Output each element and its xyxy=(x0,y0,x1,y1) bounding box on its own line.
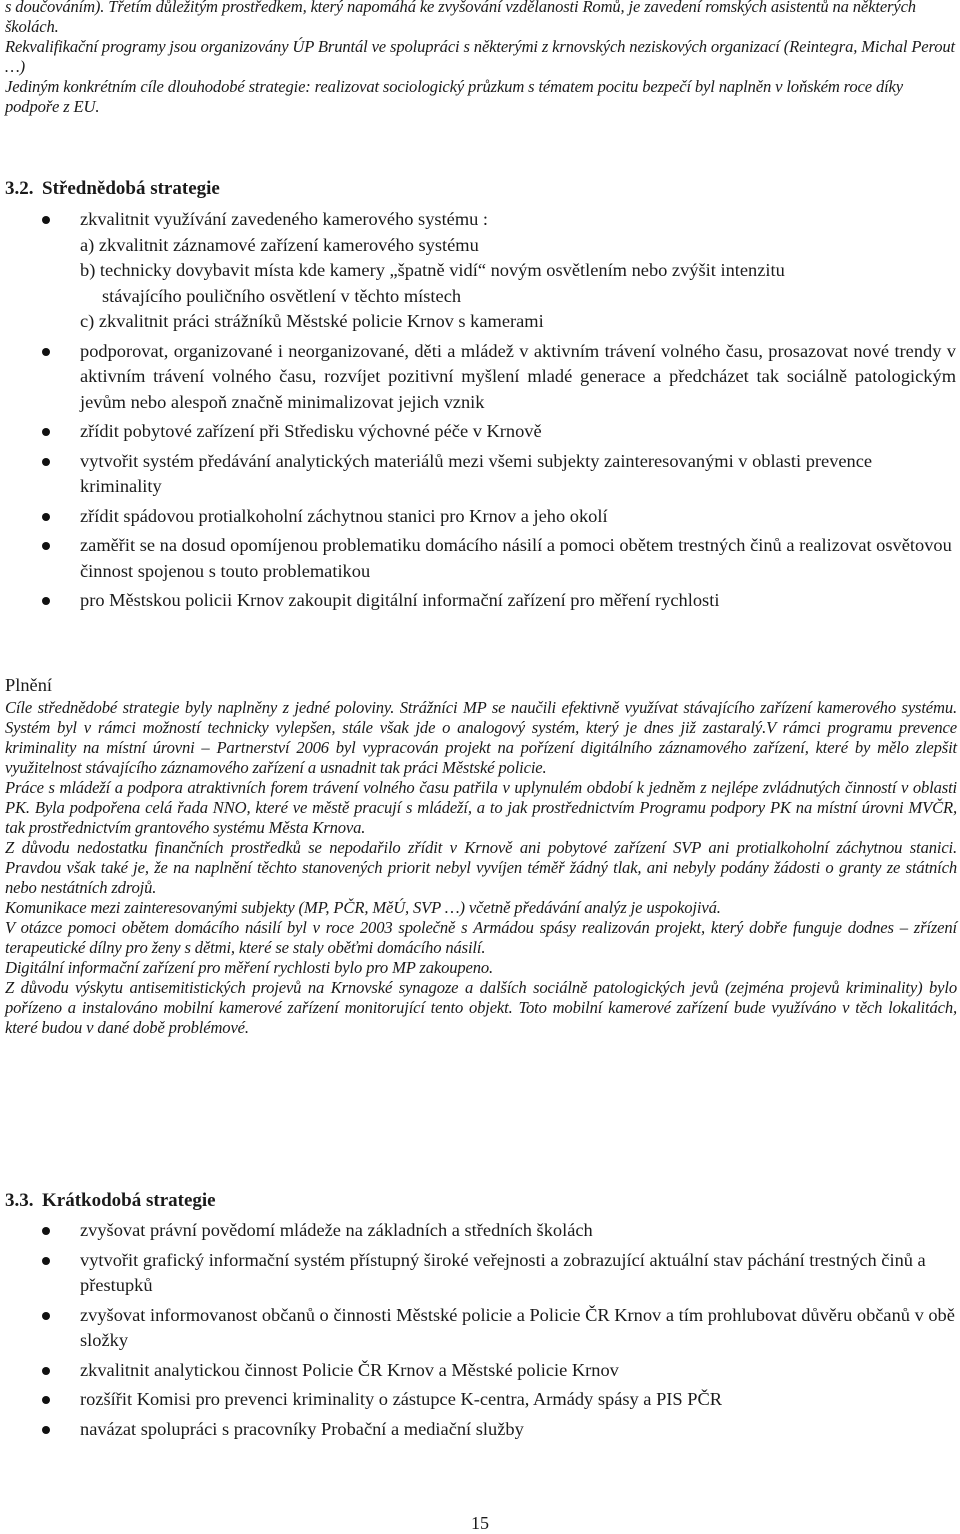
fulfillment-paragraph: Digitální informační zařízení pro měření rychlosti bylo pro MP zakoupeno. xyxy=(5,958,494,977)
list-item-text: navázat spolupráci s pracovníky Probační a mediační služby xyxy=(80,1418,524,1439)
section-title: Střednědobá strategie xyxy=(42,178,220,199)
section-heading-3-2 xyxy=(5,178,220,200)
sub-item: b) technicky dovybavit místa kde kamery „špatně vidí“ novým osvětlením nebo zvýšit intenzitu xyxy=(80,260,785,280)
list-item xyxy=(0,1248,958,1299)
list-item xyxy=(0,1417,958,1443)
bullet-icon xyxy=(42,513,50,521)
bullet-icon xyxy=(42,1257,50,1265)
fulfillment-paragraph: Z důvodu nedostatku finančních prostředků se nepodařilo zřídit v Krnově ani pobytové zařízení SVP ani protialkoholní záchytnou stanici. Pravdou však také je, že na naplnění těchto stanovených priorit nebyl vyvíjen téměř žádný tlak, ani nebyly podány žádosti o granty ze státních nebo nestátních zdrojů. xyxy=(5,838,957,897)
bullet-icon xyxy=(42,348,50,356)
section-title: Krátkodobá strategie xyxy=(42,1190,216,1211)
bullet-icon xyxy=(42,458,50,466)
list-item xyxy=(0,1387,958,1413)
bullet-icon xyxy=(42,1312,50,1320)
list-item-text: zřídit pobytové zařízení při Středisku výchovné péče v Krnově xyxy=(80,421,542,441)
list-item-text: pro Městskou policii Krnov zakoupit digitální informační zařízení pro měření rychlosti xyxy=(80,590,720,610)
bullet-icon xyxy=(42,542,50,550)
list-item xyxy=(0,339,958,416)
fulfillment-paragraph: Z důvodu výskytu antisemitistických projevů na Krnovské synagoze a dalších sociálně patologických jevů (zejména projevů kriminality) bylo pořízeno a instalováno mobilní kamerové zařízení monitorující tento objekt. Toto mobilní kamerové zařízení bude využíváno v těch lokalitách, které budou v dané době problémové. xyxy=(5,978,957,1037)
section-number: 3.3. xyxy=(5,1190,34,1211)
bullet-icon xyxy=(42,216,50,224)
intro-block xyxy=(5,0,955,117)
list-item xyxy=(0,1218,958,1244)
list-item-text: vytvořit grafický informační systém přístupný široké veřejnosti a zobrazující aktuální stav páchání trestných činů a přestupků xyxy=(80,1249,926,1295)
bullet-icon xyxy=(42,1227,50,1235)
list-item-text: zvyšovat informovanost občanů o činnosti Městské policie a Policie ČR Krnov a tím prohlubovat důvěru občanů v obě složky xyxy=(80,1304,955,1350)
bullet-icon xyxy=(42,1396,50,1404)
fulfillment-paragraph: Cíle střednědobé strategie byly naplněny z jedné poloviny. Strážníci MP se naučili efektivně využívat stávajícího zařízení kamerového systému. Systém byl v rámci možností technicky vylepšen, stále však jde o analogový systém, který je dnes již zastaralý.V rámci programu prevence kriminality na místní úrovni – Partnerství 2006 byl vypracován projekt na pořízení digitálního záznamového zařízení, které by mělo zlepšit využitelnost stávajícího záznamového zařízení a usnadnit tak práci Městské policie. xyxy=(5,698,957,777)
list-item xyxy=(0,449,958,500)
section-heading-3-3 xyxy=(5,1190,216,1212)
fulfillment-label: Plnění xyxy=(5,675,53,695)
intro-paragraph: Rekvalifikační programy jsou organizovány ÚP Bruntál ve spolupráci s některými z krnovských neziskových organizací (Reintegra, Michal Perout …) xyxy=(5,37,955,76)
list-item xyxy=(0,419,958,445)
list-item-text: zkvalitnit využívání zavedeného kamerového systému : xyxy=(80,209,489,229)
list-item-text: zaměřit se na dosud opomíjenou problematiku domácího násilí a pomoci obětem trestných činů a realizovat osvětovou činnost spojenou s touto problematikou xyxy=(80,535,952,581)
fulfillment-text xyxy=(5,698,957,1038)
bullet-icon xyxy=(42,597,50,605)
midterm-strategy-list xyxy=(0,207,958,614)
bullet-icon xyxy=(42,1367,50,1375)
list-item xyxy=(0,588,958,614)
bullet-icon xyxy=(42,428,50,436)
fulfillment-paragraph: V otázce pomoci obětem domácího násilí byl v roce 2003 společně s Armádou spásy realizován projekt, který dobře funguje dodnes – zřízení terapeutické dílny pro ženy s dětmi, které se staly oběťmi domácího násilí. xyxy=(5,918,957,957)
list-item xyxy=(0,504,958,530)
bullet-icon xyxy=(42,1426,50,1434)
sub-item: stávajícího pouličního osvětlení v těchto místech xyxy=(102,285,462,306)
list-item-text: vytvořit systém předávání analytických materiálů mezi všemi subjekty zainteresovanými v oblasti prevence kriminality xyxy=(80,450,873,496)
list-item-text: podporovat, organizované i neorganizované, děti a mládež v aktivním trávení volného času, prosazovat nové trendy v aktivním trávení volného času, rozvíjet pozitivní myšlení mladé generace a předcházet tak sociálně patologickým jevům nebo alespoň značně minimalizovat jejich vznik xyxy=(80,340,956,412)
fulfillment-section xyxy=(5,672,957,1038)
list-item-text: zvyšovat právní povědomí mládeže na základních a středních školách xyxy=(80,1220,593,1240)
intro-paragraph: s doučováním). Třetím důležitým prostředkem, který napomáhá ke zvyšování vzdělanosti Romů, je zavedení romských asistentů na některých školách. xyxy=(5,0,916,36)
list-item-text: zřídit spádovou protialkoholní záchytnou stanici pro Krnov a jeho okolí xyxy=(80,505,608,526)
sub-item: c) zkvalitnit práci strážníků Městské policie Krnov s kamerami xyxy=(80,311,544,331)
list-item xyxy=(0,1358,958,1384)
list-item-text: rozšířit Komisi pro prevenci kriminality o zástupce K-centra, Armády spásy a PIS PČR xyxy=(80,1389,723,1409)
list-item xyxy=(0,207,958,335)
fulfillment-paragraph: Práce s mládeží a podpora atraktivních forem trávení volného času patřila v uplynulém období k jedněm z nejlépe zvládnutých činností v oblasti PK. Byla podpořena celá řada NNO, které ve městě pracují s mládeží, a to jak prostřednictvím Programu podpory PK na místní úrovni MVČR, tak prostřednictvím grantového systému Města Krnova. xyxy=(5,778,957,837)
list-item xyxy=(0,533,958,584)
sub-item: a) zkvalitnit záznamové zařízení kamerového systému xyxy=(80,234,479,255)
intro-paragraph: Jediným konkrétním cíle dlouhodobé strategie: realizovat sociologický průzkum s tématem pocitu bezpečí byl naplněn v loňském roce díky podpoře z EU. xyxy=(5,77,903,116)
list-item-text: zkvalitnit analytickou činnost Policie ČR Krnov a Městské policie Krnov xyxy=(80,1359,619,1380)
list-item xyxy=(0,1303,958,1354)
shortterm-strategy-list xyxy=(0,1218,958,1442)
section-number: 3.2. xyxy=(5,178,34,199)
page-number: 15 xyxy=(471,1513,489,1533)
fulfillment-paragraph: Komunikace mezi zainteresovanými subjekty (MP, PČR, MěÚ, SVP …) včetně předávání analýz je uspokojivá. xyxy=(5,898,721,917)
